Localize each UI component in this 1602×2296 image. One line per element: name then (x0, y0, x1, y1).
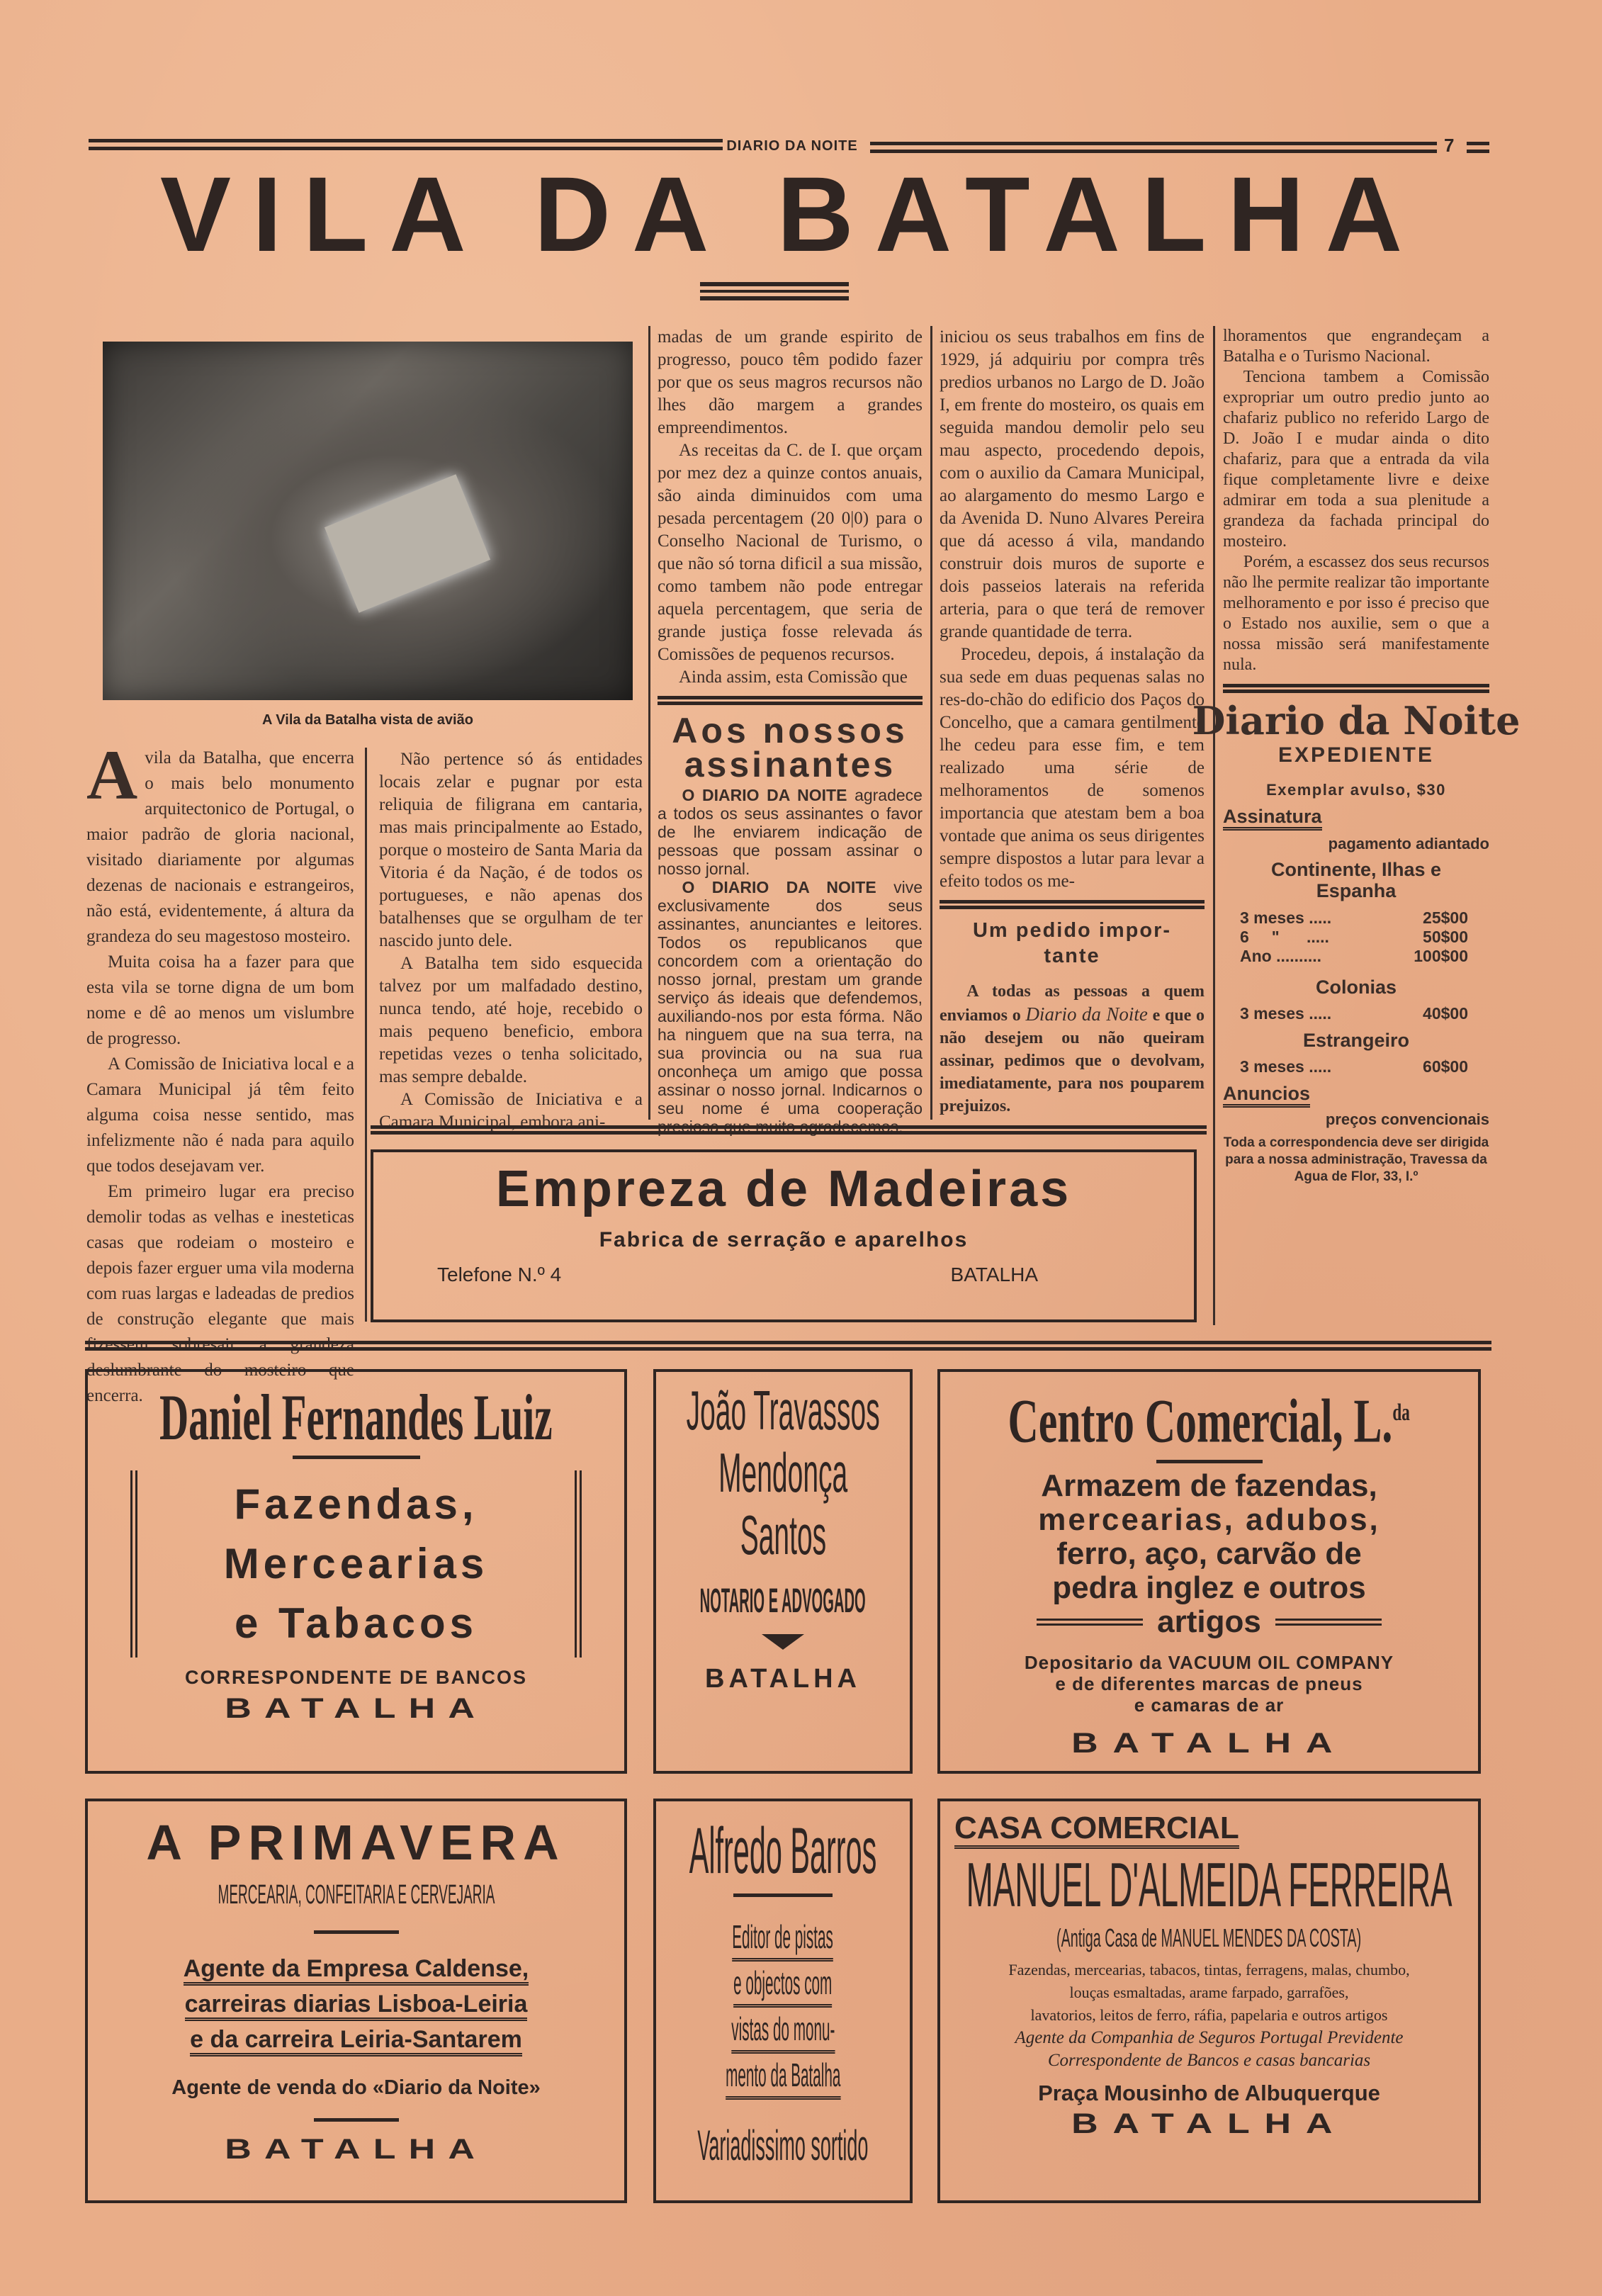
rate-row: Ano .......... 100$00 (1240, 947, 1468, 965)
drop-cap: A (86, 736, 138, 814)
article-column-5: lhoramentos que engrandeçam a Batalha e o Turismo Nacional. Tenciona tambem a Comissão expropriar um outro predio junto ao chafariz publico no referido Largo de D. João I e mudar ainda o dito chafariz, para que a entrada da vila fique completamente livre e deixe admirar em toda a sua plenitude a grandeza da fachada principal do mosteiro. Porém, a escassez dos seus recursos não lhe permite realizar tão importante melhoramento e por isso é preciso que o Estado nos auxilie, sem o que a nossa missão será manifestamente nula. Diario da Noite EXPEDIENTE Exemplar avulso, $30 Assinatura pagamento adiantado Continente, Ilhas e Espanha 3 meses ..... 25$00 6 " ..... 50$00 Ano .......... 100$00 Colonias 3 meses ..... 40$00 Estrangeiro 3 meses ..... 60$00 Anuncios preços convencionais Toda a correspondencia deve ser dirigida para a nossa administração, Travessa da Agua de Flor, 33, I.º (1192, 327, 1521, 1184)
masthead-rule-left (89, 139, 723, 150)
ads-section-rule (85, 1341, 1491, 1351)
ad-daniel-fernandes-luiz: Daniel Fernandes Luiz Fazendas, Mercearias e Tabacos CORRESPONDENTE DE BANCOS BATALHA (85, 1369, 627, 1774)
expediente-box: Diario da Noite EXPEDIENTE Exemplar avulso, $30 Assinatura pagamento adiantado Continente, Ilhas e Espanha 3 meses ..... 25$00 6 " ..... 50$00 Ano .......... 100$00 Colonias 3 meses ..... 40$00 Estrangeiro 3 meses ..... 60$00 Anuncios preços convencionais Toda a correspondencia deve ser dirigida para a nossa administração, Travessa da Agua de Flor, 33, I.º (1192, 698, 1521, 1184)
headline-ornament (700, 282, 849, 300)
column-divider (648, 326, 650, 1120)
request-title: Um pedido impor- (972, 919, 1172, 942)
section-rule (940, 900, 1205, 909)
subscribers-title: Aos nossos (672, 711, 908, 750)
ad-alfredo-barros: Alfredo Barros Editor de pistas e objectos com vistas do monu- mento da Batalha Variadissimo sortido (653, 1799, 913, 2203)
request-notice: Um pedido impor- tante A todas as pessoas a quem enviamos o Diario da Noite e que o não desejem ou não queiram assinar, pedimos que o devolvam, imediatamente, para nos pouparem prejuizos. (940, 919, 1205, 1115)
ad-casa-comercial: CASA COMERCIAL MANUEL D'ALMEIDA FERREIRA (Antiga Casa de MANUEL MENDES DA COSTA) Fazendas, mercearias, tabacos, tintas, ferragens, malas, chumbo, louças esmaltadas, arame farpado, garrafões, lavatorios, leitos de ferro, ráfia, papelaria e outros artigos Agente da Companhia de Seguros Portugal Previdente Correspondente de Bancos e casas bancarias Praça Mousinho de Albuquerque BATALHA (937, 1799, 1481, 2203)
madeiras-ad: Empreza de Madeiras Fabrica de serração e aparelhos Telefone N.º 4 BATALHA (371, 1149, 1197, 1322)
page-headline: VILA DA BATALHA (159, 154, 1424, 274)
ad-centro-comercial: Centro Comercial, L.$^{da}$ Armazem de fazendas, mercearias, adubos, ferro, aço, carvão de pedra inglez e outros artigos Depositario da VACUUM OIL COMPANY e de diferentes marcas de pneus e camaras de ar BATALHA (937, 1369, 1481, 1774)
rate-row: 3 meses ..... 40$00 (1240, 1004, 1468, 1023)
article-column-2: Não pertence só ás entidades locais zelar e pugnar por esta reliquia de filigrana em cantaria, mas mais principalmente ao Estado, porque o mosteiro de Santa Maria da Vitoria é da Nação, é de todos os portugueses, e não apenas dos batalhenses que se orgulham de ter nascido junto dele. A Batalha tem sido esquecida talvez por um malfadado destino, nunca tendo, até hoje, recebido o mais pequeno beneficio, embora repetidas vezes o tenha solicitado, mas sempre debalde. A Comissão de Iniciativa e a Camara Municipal, embora ani- (379, 750, 643, 1132)
aerial-photo (103, 342, 633, 700)
section-rule (658, 696, 923, 705)
masthead-rule-right (870, 142, 1437, 153)
madeiras-phone: Telefone N.º 4 (437, 1264, 562, 1285)
article-column-1: Avila da Batalha, que encerra o mais belo monumento arquitectonico de Portugal, o maior padrão de gloria nacional, visitado diariamente por algumas dezenas de nacionais e estrangeiros, não está, evidentemente, á altura da grandeza do seu magestoso mosteiro. Muita coisa ha a fazer para que esta vila se torne digna de um bom nome e dê ao menos um vislumbre de progresso. A Comissão de Iniciativa local e a Camara Municipal já têm feito alguma coisa nesse sentido, mas infelizmente não é nada para aquilo que todos desejavam ver. Em primeiro lugar era preciso demolir todas as velhas e inesteticas casas que rodeiam o mosteiro e depois fazer erguer uma vila moderna com ruas largas e ladeadas de predios de construção elegante que mais fizessem sobresair a grandeza deslumbrante do mosteiro que encerra. (86, 736, 354, 1405)
subscribers-notice: Aos nossos assinantes O DIARIO DA NOITE agradece a todos os seus assinantes o favor de lhe enviarem indicação de pessoas que possam assinar o nosso jornal. O DIARIO DA NOITE vive exclusivamente dos seus assinantes, anunciantes e leitores. Todos os republicanos que concordem com a orientação do nosso jornal, prestam um grande serviço ás ideais que defendemos, auxiliando-nos por esta fórma. Não ha ninguem que na sua terra, na sua provincia ou na sua rua onconheça um amigo que possa assinar o nosso jornal. Indicarnos o seu nome é uma cooperação preciosa que muito agradecemos. (658, 711, 923, 1136)
monastery-shape (325, 474, 490, 612)
article-column-4: iniciou os seus trabalhos em fins de 1929, já adquiriu por compra três predios urbanos no Largo de D. João I, em frente do mosteiro, os quais em seguida mandou demolir pelo seu mau aspecto, procedendo depois, com o auxilio da Camara Municipal, ao alargamento do mesmo Largo e da Avenida D. Nuno Alvares Pereira que dá acesso á vila, mandando construir dois muros de suporte e dois passeios laterais na referida arteria, para o que terá de remover grande quantidade de terra. Procedeu, depois, á instalação da sua sede em duas pequenas salas no res-do-chão do edificio dos Paços do Concelho, que a camara gentilmente lhe cedeu para esse fim, e tem realizado uma série de melhoramentos de somenos importancia que atestam bem a boa vontade que anima os seus dirigentes sempre dispostos a lutar para levar a efeito todos os me- Um pedido impor- tante A todas as pessoas a quem enviamos o Diario da Noite e que o não desejem ou não queiram assinar, pedimos que o devolvam, imediatamente, para nos pouparem prejuizos. (940, 326, 1205, 1118)
page-number: 7 (1444, 135, 1455, 156)
section-rule (1223, 684, 1489, 693)
ad-a-primavera: A PRIMAVERA MERCEARIA, CONFEITARIA E CERVEJARIA Agente da Empresa Caldense, carreiras diarias Lisboa-Leiria e da carreira Leiria-Santarem Agente de venda do «Diario da Noite» BATALHA (85, 1799, 627, 2203)
column-divider (1213, 326, 1215, 1325)
rate-row: 3 meses ..... 25$00 (1240, 908, 1468, 927)
ad-joao-travassos: João Travassos Mendonça Santos NOTARIO E ADVOGADO BATALHA (653, 1369, 913, 1774)
rate-row: 3 meses ..... 60$00 (1240, 1057, 1468, 1076)
madeiras-title: Empreza de Madeiras (495, 1161, 1072, 1217)
diario-da-noite-logo: Diario da Noite (1192, 698, 1521, 743)
triangle-ornament (762, 1634, 804, 1650)
masthead-paper-name: DIARIO DA NOITE (726, 138, 858, 154)
masthead-rule-end (1467, 142, 1489, 153)
photo-caption: A Vila da Batalha vista de avião (262, 712, 473, 728)
rate-row: 6 " ..... 50$00 (1240, 928, 1468, 946)
column-divider (365, 748, 367, 1322)
section-rule (371, 1125, 1207, 1135)
column-divider (930, 326, 932, 1120)
madeiras-place: BATALHA (950, 1264, 1038, 1285)
article-column-3: madas de um grande espirito de progresso, pouco têm podido fazer por que os seus magros recursos não lhes dão margem a grandes empreendimentos. As receitas da C. de I. que orçam por mez dez a quinze contos anuais, são ainda diminuidos com uma pesada percentagem (20 0|0) para o Conselho Nacional de Turismo, o que não só torna dificil a sua missão, como tambem não pode entregar aquela percentagem, que seria de grande justiça fosse relevada ás Comissões de pequenos recursos. Ainda assim, esta Comissão que Aos nossos assinantes O DIARIO DA NOITE agradece a todos os seus assinantes o favor de lhe enviarem indicação de pessoas que possam assinar o nosso jornal. O DIARIO DA NOITE vive exclusivamente dos seus assinantes, anunciantes e leitores. Todos os republicanos que concordem com a orientação do nosso jornal, prestam um grande serviço ás ideais que defendemos, auxiliando-nos por esta fórma. Não ha ninguem que na sua terra, na sua provincia ou na sua rua onconheça um amigo que possa assinar o nosso jornal. Indicarnos o seu nome é uma cooperação preciosa que muito agradecemos. (658, 327, 923, 1136)
rates-table (1223, 908, 1489, 966)
